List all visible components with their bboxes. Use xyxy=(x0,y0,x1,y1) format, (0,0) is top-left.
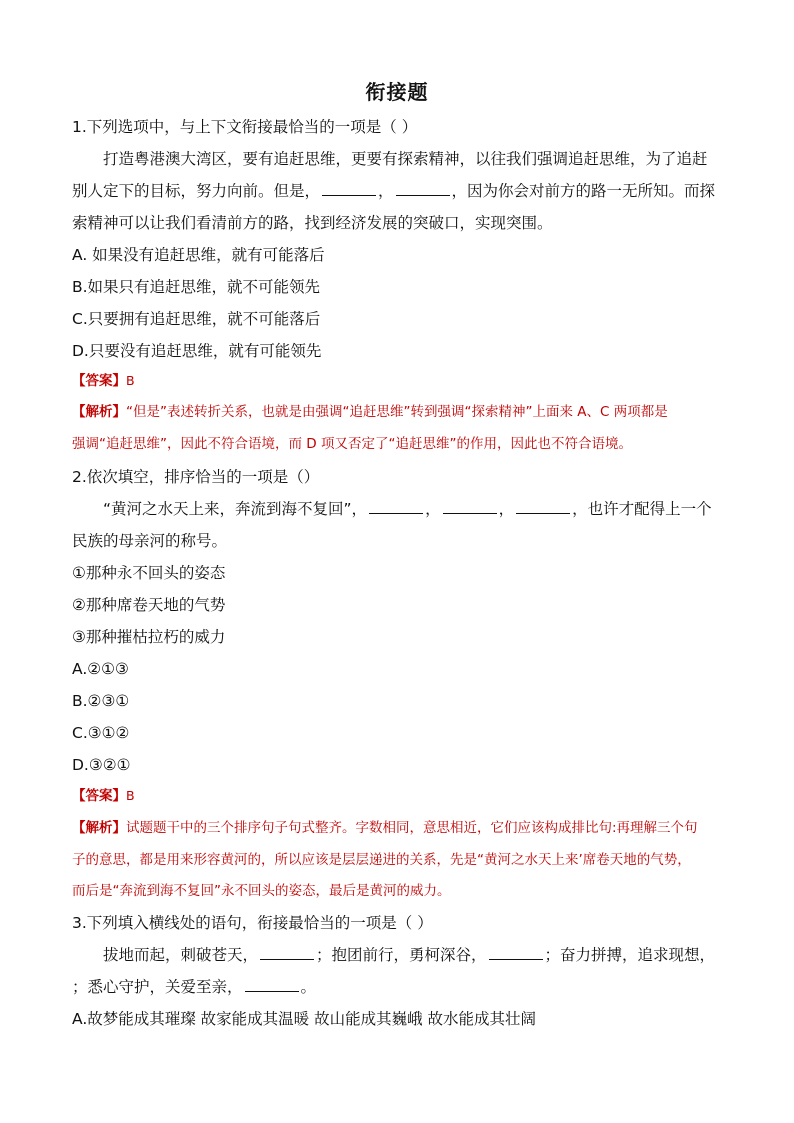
q2-passage-line-2: 民族的母亲河的称号。 xyxy=(72,532,228,550)
q2-item-2: ②那种席卷天地的气势 xyxy=(72,596,226,614)
q3-text: ；抱团前行，勇柯深谷， xyxy=(316,946,487,964)
analysis-tag: 【解析】 xyxy=(72,820,126,836)
q2-analysis-line-1 xyxy=(72,818,724,838)
q3-text: ；悉心守护，关爱至亲， xyxy=(72,978,243,996)
q1-passage-line-1: 打造粤港澳大湾区，要有追赶思维，更要有探索精神，以往我们强调追赶思维，为了追赶 xyxy=(103,150,708,168)
q1-option-b: B.如果只有追赶思维，就不可能领先 xyxy=(72,278,321,296)
answer-tag: 【答案】 xyxy=(72,373,126,389)
q2-text: ， xyxy=(498,500,515,518)
q2-answer xyxy=(72,786,724,806)
q1-option-a: A. 如果没有追赶思维，就有可能落后 xyxy=(72,246,325,264)
q2-text: ， xyxy=(425,500,441,518)
q1-option-d: D.只要没有追赶思维，就有可能领先 xyxy=(72,342,322,360)
q3-text: ；奋力拼搏，追求现想， xyxy=(544,946,716,964)
q2-option-b: B.②③① xyxy=(72,692,130,710)
q1-passage-line-2 xyxy=(72,180,724,202)
q2-option-a: A.②①③ xyxy=(72,660,129,678)
q3-passage-line-1 xyxy=(103,944,755,966)
q3-stem: 3.下列填入横线处的语句，衔接最恰当的一项是（ ） xyxy=(72,914,433,932)
q3-option-a: A.故梦能成其璀璨 故家能成其温暖 故山能成其巍峨 故水能成其壮阔 xyxy=(72,1010,537,1028)
q2-blank-2 xyxy=(443,499,497,514)
q3-text: 。 xyxy=(300,978,317,996)
q2-option-d: D.③②① xyxy=(72,756,131,774)
q1-passage-line-3: 索精神可以让我们看清前方的路，找到经济发展的突破口，实现突围。 xyxy=(72,214,553,232)
analysis-text: “但是”表述转折关系，也就是由强调“追赶思维”转到强调“探索精神”上面来 A、C 两项都是 xyxy=(126,404,668,420)
q2-passage-line-1 xyxy=(103,498,755,520)
q2-analysis-line-3: 而后是“奔流到海不复回”永不回头的姿态，最后是黄河的威力。 xyxy=(72,883,451,899)
q1-analysis-line-2: 强调“追赶思维”，因此不符合语境，而 D 项又否定了“追赶思维”的作用，因此也不符合语境。 xyxy=(72,436,632,452)
analysis-tag: 【解析】 xyxy=(72,404,126,420)
q1-stem: 1.下列选项中，与上下文衔接最恰当的一项是（ ） xyxy=(72,118,418,136)
q2-item-1: ①那种永不回头的姿态 xyxy=(72,564,226,582)
q3-text: 拔地而起，刺破苍天， xyxy=(103,946,259,964)
q1-blank-1 xyxy=(322,181,376,196)
q1-text: ，因为你会对前方的路一无所知。而探 xyxy=(451,182,716,200)
q2-item-3: ③那种摧枯拉朽的威力 xyxy=(72,628,226,646)
q1-blank-2 xyxy=(396,181,450,196)
q3-passage-line-2 xyxy=(72,976,724,998)
q3-blank-1 xyxy=(260,945,314,960)
q2-analysis-line-2: 子的意思，都是用来形容黄河的，所以应该是层层递进的关系，先是“黄河之水天上来’席卷天地的气势， xyxy=(72,852,691,868)
q1-text: 别人定下的目标，努力向前。但是， xyxy=(72,182,321,200)
answer-tag: 【答案】 xyxy=(72,788,126,804)
q2-text: “黄河之水天上来，奔流到海不复回”， xyxy=(103,500,368,518)
q2-blank-1 xyxy=(369,499,423,514)
answer-value: B xyxy=(126,788,135,803)
q3-blank-3 xyxy=(245,977,299,992)
q1-analysis-line-1 xyxy=(72,402,724,422)
q3-blank-2 xyxy=(489,945,543,960)
q2-option-c: C.③①② xyxy=(72,724,130,742)
analysis-text: 试题题干中的三个排序句子句式整齐。字数相同，意思相近，它们应该构成排比句:再理解三个句 xyxy=(126,820,698,836)
q2-stem: 2.依次填空，排序恰当的一项是（） xyxy=(72,468,320,486)
answer-value: B xyxy=(126,373,135,388)
q1-answer xyxy=(72,371,724,391)
q1-text: ， xyxy=(378,182,394,200)
page-title: 衔接题 xyxy=(365,80,429,104)
q2-blank-3 xyxy=(516,499,570,514)
q2-text: ，也许才配得上一个 xyxy=(572,500,712,518)
q1-option-c: C.只要拥有追赶思维，就不可能落后 xyxy=(72,310,321,328)
